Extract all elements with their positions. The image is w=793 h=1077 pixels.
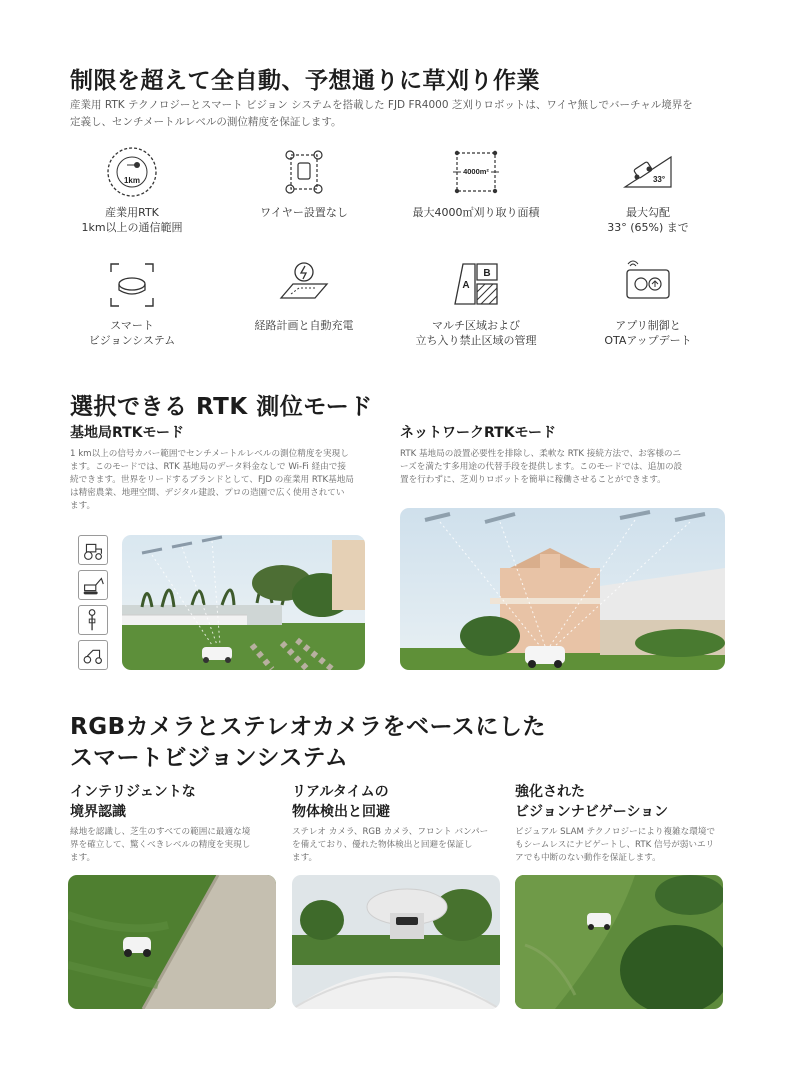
object-detection-photo [292,875,500,1009]
app-control-icon [621,258,675,312]
feature-label: スマート [110,319,154,332]
path-charging-icon [277,258,331,312]
base-station-title: 基地局RTKモード [70,425,184,441]
feature-sublabel: 1km以上の通信範囲 [81,221,183,234]
feature-sublabel: OTAアップデート [604,334,692,347]
excavator-icon [78,570,108,600]
feature-path-charging [224,258,384,333]
boundary-recognition-description: 緑地を認識し、芝生のすべての範囲に最適な境 界を確立して、驚くべきレベルの精度を実現し ます。 [70,827,251,863]
smart-vision-icon [105,258,159,312]
feature-label: 産業用RTK [105,206,159,219]
feature-sublabel: 33° (65%) まで [607,221,689,234]
vision-navigation-description: ビジュアル SLAM テクノロジーにより複雑な環境で もシームレスにナビゲートし、RTK 信号が弱いエリ アでも中断のない動作を保証します。 [515,827,716,863]
network-rtk-title: ネットワークRTKモード [400,425,556,441]
feature-smart-vision [52,258,212,348]
network-rtk-description: RTK 基地局の設置必要性を排除し、柔軟な RTK 接続方法で、お客様のニ ーズを満たす多用途の代替手段を提供します。このモードでは、追加の設 置を行わずに、芝刈りロボットを簡単に稼働させることができます。 [400,449,683,485]
landscaping-icon [78,640,108,670]
signal-range-icon [105,145,159,199]
feature-label: マルチ区域および [432,319,520,332]
feature-label: ワイヤー設置なし [260,206,348,219]
survey-pole-icon [78,605,108,635]
feature-sublabel: ビジョンシステム [88,334,176,347]
boundary-recognition-title: インテリジェントな 境界認識 [70,784,196,820]
feature-wire-free [224,145,384,220]
tractor-icon [78,535,108,565]
svg-text:A: A [462,280,470,291]
slope-icon [621,145,675,199]
network-rtk-photo [400,508,725,670]
svg-text:1km: 1km [123,176,141,185]
section-title-autonomous: 制限を超えて全自動、予想通りに草刈り作業 [70,68,540,94]
svg-text:4000m²: 4000m² [463,167,489,176]
wire-free-icon [277,145,331,199]
feature-label: 最大勾配 [626,206,670,219]
feature-rtk [52,145,212,235]
feature-slope [568,145,728,235]
boundary-photo [68,875,276,1009]
object-detection-title: リアルタイムの 物体検出と回避 [292,784,390,820]
svg-text:33°: 33° [652,175,666,184]
feature-multi-zone [396,258,556,348]
feature-label: 最大4000㎡刈り取り面積 [412,206,540,219]
vision-navigation-title: 強化された ビジョンナビゲーション [515,784,669,820]
feature-label: アプリ制御と [615,319,681,332]
svg-text:B: B [483,268,491,279]
base-station-description: 1 km以上の信号カバー範囲でセンチメートルレベルの測位精度を実現し ます。このモードでは、RTK 基地局のデータ料金なしで Wi-Fi 経由で接 続できます。世界をリードするブランドとして、FJD の産業用 RTK基地局 は精密農業、地理空間、デジタル建設、プロの造園で広く使用されてい ます。 [70,449,354,511]
feature-area [396,145,556,220]
base-station-photo [122,535,365,670]
feature-app-control [568,258,728,348]
section-title-rtk-modes: 選択できる RTK 測位モード [70,394,373,420]
area-icon [449,145,503,199]
section-title-vision: RGBカメラとステレオカメラをベースにした スマートビジョンシステム [70,714,546,771]
feature-sublabel: 立ち入り禁止区域の管理 [415,334,537,347]
feature-label: 経路計画と自動充電 [254,319,354,332]
section-description: 産業用 RTK テクノロジーとスマート ビジョン システムを搭載した FJD FR4000 芝刈りロボットは、ワイヤ無しでバーチャル境界を 定義し、センチメートルレベルの測位精度を保証します。 [70,99,693,128]
multi-zone-icon [449,258,503,312]
object-detection-description: ステレオ カメラ、RGB カメラ、フロント バンパー を備えており、優れた物体検出と回避を保証し ます。 [292,827,489,863]
vision-navigation-photo [515,875,723,1009]
